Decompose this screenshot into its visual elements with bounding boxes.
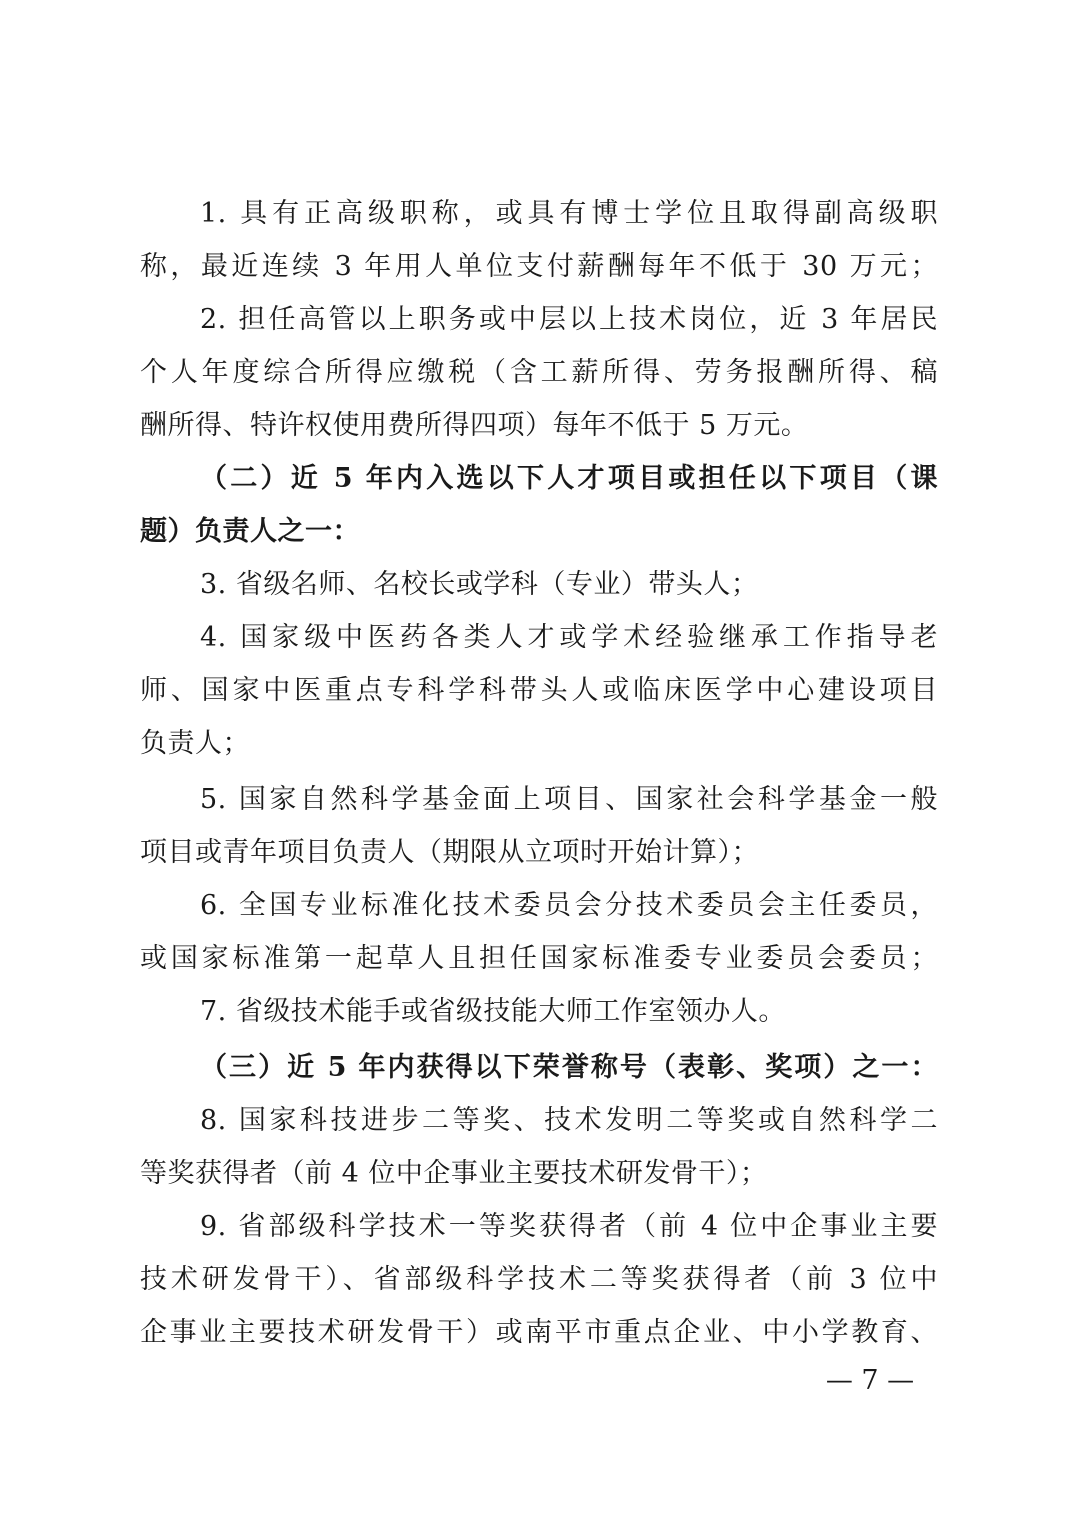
- text-line: 企事业主要技术研发骨干）或南平市重点企业、中小学教育、: [140, 1317, 938, 1348]
- text-line: 5. 国家自然科学基金面上项目、国家社会科学基金一般: [200, 784, 938, 815]
- section-heading-line: （三）近 5 年内获得以下荣誉称号（表彰、奖项）之一：: [200, 1052, 938, 1083]
- text-line: 6. 全国专业标准化技术委员会分技术委员会主任委员，: [200, 890, 938, 921]
- text-line: 个人年度综合所得应缴税（含工薪所得、劳务报酬所得、稿: [140, 357, 938, 388]
- text-line: 或国家标准第一起草人且担任国家标准委专业委员会委员；: [140, 943, 938, 974]
- text-line: 酬所得、特许权使用费所得四项）每年不低于 5 万元。: [140, 410, 809, 441]
- text-line: 师、国家中医重点专科学科带头人或临床医学中心建设项目: [140, 675, 938, 706]
- text-line: 技术研发骨干）、省部级科学技术二等奖获得者（前 3 位中: [140, 1264, 938, 1295]
- text-line: 7. 省级技术能手或省级技能大师工作室领办人。: [200, 996, 786, 1027]
- text-line: 称，最近连续 3 年用人单位支付薪酬每年不低于 30 万元；: [140, 251, 938, 282]
- text-line: 项目或青年项目负责人（期限从立项时开始计算）；: [140, 837, 759, 868]
- text-line: 8. 国家科技进步二等奖、技术发明二等奖或自然科学二: [200, 1105, 938, 1136]
- section-heading-line: 题）负责人之一：: [140, 516, 360, 547]
- text-line: 等奖获得者（前 4 位中企事业主要技术研发骨干）；: [140, 1158, 768, 1189]
- text-line: 9. 省部级科学技术一等奖获得者（前 4 位中企事业主要: [200, 1211, 938, 1242]
- page-number: — 7 —: [825, 1365, 915, 1396]
- section-heading-line: （二）近 5 年内入选以下人才项目或担任以下项目（课: [200, 463, 938, 494]
- text-line: 2. 担任高管以上职务或中层以上技术岗位，近 3 年居民: [200, 304, 938, 335]
- text-line: 负责人；: [140, 728, 250, 759]
- text-line: 4. 国家级中医药各类人才或学术经验继承工作指导老: [200, 622, 938, 653]
- text-line: 1. 具有正高级职称，或具有博士学位且取得副高级职: [200, 198, 938, 229]
- text-line: 3. 省级名师、名校长或学科（专业）带头人；: [200, 569, 759, 600]
